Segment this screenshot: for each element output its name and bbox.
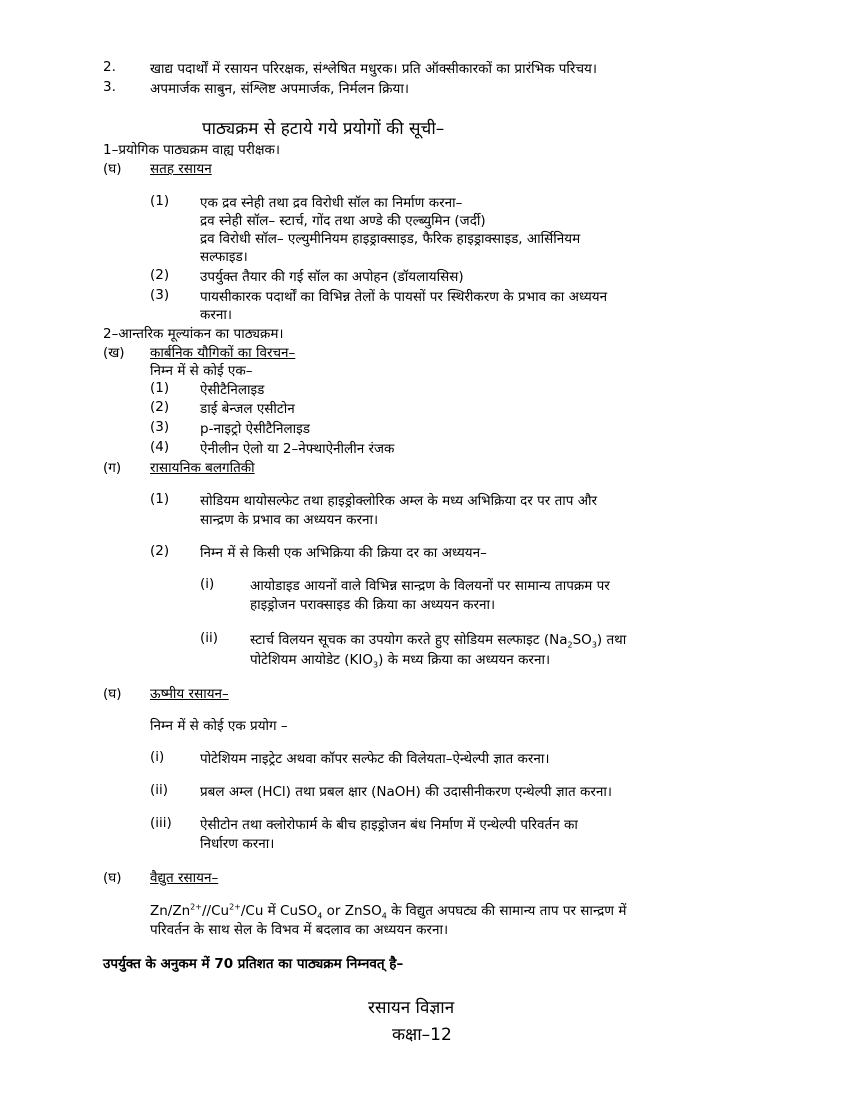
section-label: (ग) [103,460,122,476]
subitem-line: आयोडाइड आयनों वाले विभिन्न सान्द्रण के विलयनों पर सामान्य तापक्रम पर [250,578,610,594]
class-title: कक्षा–12 [392,1025,452,1045]
section-heading-electro: वैद्युत रसायन– [150,870,219,886]
item-number: (i) [150,749,165,765]
item-line: उपर्युक्त तैयार की गई सॉल का अपोहन (डॉयलायसिस) [200,269,464,285]
item-number: (2) [150,267,170,283]
section-label: (ख) [103,345,125,361]
section-label: (घ) [103,686,122,702]
subject-title: रसायन विज्ञान [368,998,455,1018]
subitem-number: (i) [200,576,215,592]
item-line: सोडियम थायोसल्फेट तथा हाइड्रोक्लोरिक अम्ल के मध्य अभिक्रिया दर पर ताप और [200,493,598,509]
item-number: (3) [150,287,170,303]
subitem-line: हाइड्रोजन पराक्साइड की क्रिया का अध्ययन करना। [250,597,496,613]
item-line: एक द्रव स्नेही तथा द्रव विरोधी सॉल का निर्माण करना– [200,195,463,211]
item-number: (1) [150,380,170,396]
section-label: (घ) [103,161,122,177]
item-line: करना। [200,307,232,323]
item-line: प्रबल अम्ल (HCl) तथा प्रबल क्षार (NaOH) की उदासीनीकरण एन्थेल्पी ज्ञात करना। [200,784,612,800]
part1-heading: 1–प्रयोगिक पाठ्यक्रम वाह्य परीक्षक। [103,142,281,158]
section-heading-organic: कार्बनिक यौगिकों का विरचन– [150,345,296,361]
item-line: p-नाइट्रो ऐसीटैनिलाइड [200,421,311,437]
item-number: (4) [150,439,170,455]
electro-line: परिवर्तन के साथ सेल के विभव में बदलाव का अध्ययन करना। [150,922,449,938]
section-intro: निम्न में से कोई एक प्रयोग – [150,718,288,734]
item-line: सान्द्रण के प्रभाव का अध्ययन करना। [200,512,379,528]
item-number: (iii) [150,815,172,831]
subitem-line: स्टार्च विलयन सूचक का उपयोग करते हुए सोडियम सल्फाइट $(Na_2SO_3)$ तथा [250,632,627,650]
item-line: ऐनीलीन ऐलो या 2–नेफ्थाऐनीलीन रंजक [200,441,395,457]
item-line: निम्न में से किसी एक अभिक्रिया की क्रिया दर का अध्ययन– [200,545,487,561]
summary-line: उपर्युक्त के अनुकम में 70 प्रतिशत का पाठ्यक्रम निम्नवत् है– [103,956,404,972]
item-line: डाई बेन्जल एसीटोन [200,401,295,417]
item-number: (2) [150,543,170,559]
item-line: निर्धारण करना। [200,836,275,852]
section-heading-kinetics: रासायनिक बलगतिकी [150,460,255,476]
item-number: (1) [150,193,170,209]
part2-heading: 2–आन्तरिक मूल्यांकन का पाठ्यक्रम। [103,326,284,342]
list-item-text: खाद्य पदार्थों में रसायन परिरक्षक, संश्लेषित मधुरक। प्रति ऑक्सीकारकों का प्रारंभिक परिचय। [150,61,597,77]
list-item-text: अपमार्जक साबुन, संश्लिष्ट अपमार्जक, निर्मलन क्रिया। [150,81,409,97]
item-line: ऐसीटैनिलाइड [200,382,265,398]
electro-line: $Zn/Zn^{2+}//Cu^{2+}/Cu$ में CuSO$_4$ or ZnSO$_4$ के विद्युत अपघट्य की सामान्य ताप पर सान्द्रण में [150,902,627,921]
item-line: द्रव स्नेही सॉल– स्टार्च, गोंद तथा अण्डे की एल्ब्युमिन (जर्दी) [200,213,486,229]
item-line: पायसीकारक पदार्थों का विभिन्न तेलों के पायसों पर स्थिरीकरण के प्रभाव का अध्ययन [200,289,608,305]
list-number: 3. [103,79,116,95]
item-number: (1) [150,491,170,507]
subitem-line: पोटेशियम आयोडेट $(KIO_3)$ के मध्य क्रिया का अध्ययन करना। [250,652,551,670]
item-number: (3) [150,419,170,435]
removed-experiments-title: पाठ्यक्रम से हटाये गये प्रयोगों की सूची– [202,119,445,139]
section-heading-surface: सतह रसायन [150,161,212,177]
section-label: (घ) [103,870,122,886]
list-number: 2. [103,59,116,75]
section-heading-thermo: ऊष्मीय रसायन– [150,686,229,702]
item-line: द्रव विरोधी सॉल– एल्युमीनियम हाइड्राक्साइड, फैरिक हाइड्राक्साइड, आर्सिनियम [200,231,581,247]
item-line: पोटेशियम नाइट्रेट अथवा कॉपर सल्फेट की विलेयता–ऐन्थेल्पी ज्ञात करना। [200,751,550,767]
item-line: ऐसीटोन तथा क्लोरोफार्म के बीच हाइड्रोजन बंध निर्माण में एन्थेल्पी परिवर्तन का [200,817,578,833]
item-number: (ii) [150,782,169,798]
item-line: सल्फाइड। [200,249,248,265]
section-intro: निम्न में से कोई एक– [150,363,253,379]
subitem-number: (ii) [200,630,219,646]
item-number: (2) [150,399,170,415]
